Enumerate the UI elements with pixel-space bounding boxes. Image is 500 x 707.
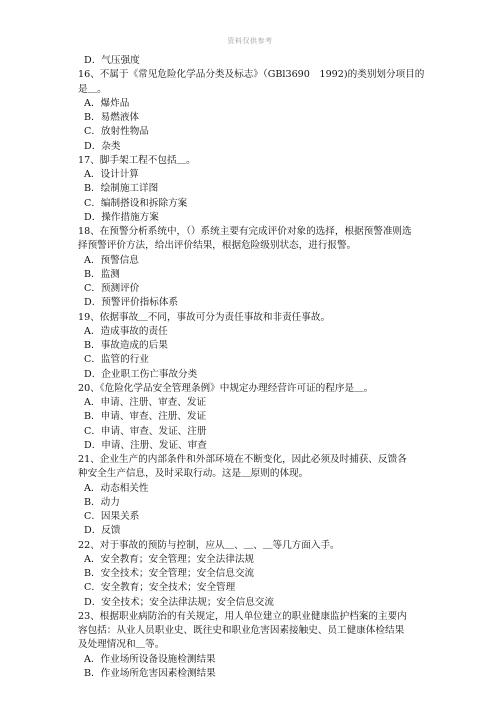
- question-text: 23、根据职业病防治的有关规定，用人单位建立的职业健康监护档案的主要内: [78, 610, 407, 622]
- question-text: 17、脚手架工程不包括＿。: [78, 154, 196, 166]
- answer-option: B．安全技术；安全管理；安全信息交流: [84, 568, 255, 579]
- question-text-continued: 种安全生产信息，及时采取行动。这是＿原则的体现。: [78, 468, 309, 480]
- question-text-continued: 及处理情况和＿等。: [78, 639, 165, 651]
- answer-option: D．申请、注册、发证、审查: [84, 439, 207, 451]
- answer-option: B．事故造成的后果: [84, 340, 168, 351]
- answer-option: C．编制搭设和拆除方案: [84, 197, 188, 209]
- question-text: 22、对于事故的预防与控制，应从＿、＿、＿等几方面入手。: [78, 539, 340, 551]
- answer-option: A．安全教育；安全管理；安全法律法规: [84, 553, 255, 565]
- question-text: 19、依据事故＿不同，事故可分为责任事故和非责任事故。: [78, 311, 331, 323]
- answer-option: A．作业场所设备设施检测结果: [84, 653, 216, 665]
- answer-option: B．动力: [84, 496, 120, 508]
- answer-option: C．申请、审查、发证、注册: [84, 425, 207, 437]
- answer-option: C．监管的行业: [84, 354, 149, 366]
- answer-option: D．企业职工伤亡事故分类: [84, 368, 198, 380]
- answer-option: D．反馈: [84, 525, 121, 537]
- page-header: 资料仅供参考: [227, 37, 273, 45]
- document-body: [78, 54, 433, 681]
- question-text: 21、企业生产的内部条件和外部环境在不断变化，因此必须及时捕获、反馈各: [78, 454, 407, 465]
- answer-option: B．监测: [84, 268, 120, 280]
- answer-option: D．操作措施方案: [84, 211, 159, 223]
- question-text: 18、在预警分析系统中，（）系统主要有完成评价对象的选择，根据预警准则选: [78, 226, 412, 237]
- answer-option: A．动态相关性: [84, 482, 149, 494]
- answer-option: D．安全技术；安全法律法规；安全信息交流: [84, 596, 274, 608]
- question-text: 20、《危险化学品安全管理条例》中规定办理经营许可证的程序是＿。: [78, 382, 374, 394]
- answer-option: B．作业场所危害因素检测结果: [84, 667, 216, 679]
- answer-option: C．放射性物品: [84, 126, 149, 138]
- answer-option: A．爆炸品: [84, 97, 130, 109]
- answer-option: A．造成事故的责任: [84, 325, 168, 337]
- question-text-continued: 是＿。: [78, 83, 107, 95]
- answer-option: D．气压强度: [84, 55, 140, 66]
- answer-option: B．申请、审查、注册、发证: [84, 411, 207, 423]
- answer-option: D．杂类: [84, 140, 121, 152]
- question-text: 16、不属于《常见危险化学品分类及标志》（GBl3690 1992)的类别划分项目的: [78, 69, 425, 81]
- answer-option: C．预测评价: [84, 283, 140, 294]
- answer-option: C．因果关系: [84, 511, 140, 522]
- answer-option: B．易燃液体: [84, 112, 140, 123]
- answer-option: D．预警评价指标体系: [84, 297, 179, 309]
- question-text-continued: 择预警评价方法，给出评价结果，根据危险级别状态，进行报警。: [78, 240, 357, 252]
- answer-option: C．安全教育；安全技术；安全管理: [84, 582, 236, 594]
- question-text-continued: 容包括：从业人员职业史、既往史和职业危害因素接触史、员工健康体检结果: [78, 625, 405, 636]
- answer-option: A．设计计算: [84, 169, 139, 180]
- answer-option: A．预警信息: [84, 254, 139, 266]
- answer-option: A．申请、注册、审查、发证: [84, 397, 207, 408]
- answer-option: B．绘制施工详图: [84, 183, 159, 195]
